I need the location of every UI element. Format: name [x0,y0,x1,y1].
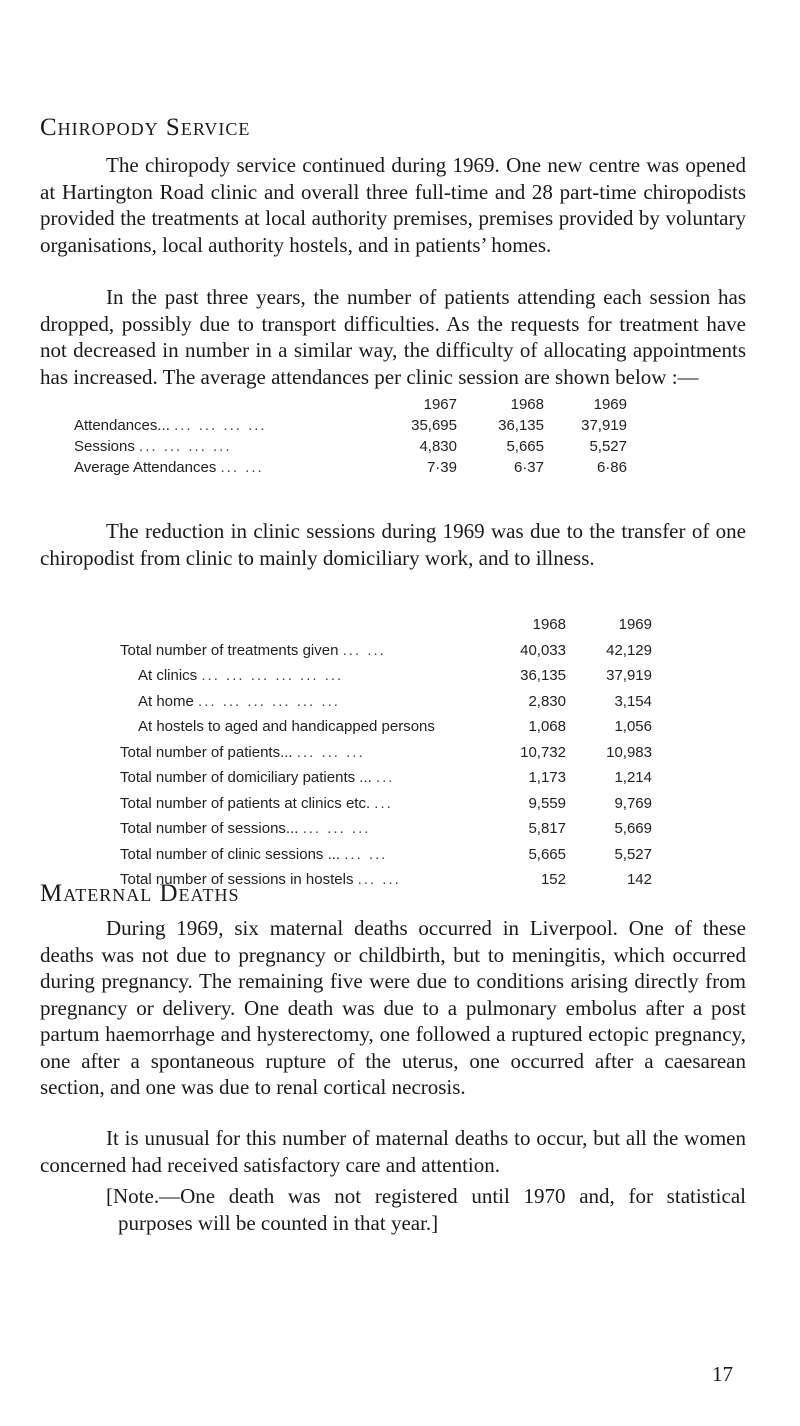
leader-dots: ... ... ... ... [174,417,267,434]
table-cell: 40,033 [520,641,566,659]
row-label: Total number of domiciliary patients ... [120,769,372,787]
table-cell: 5,665 [506,438,544,455]
table-cell: 4,830 [419,438,457,455]
row-label: Total number of treatments given [120,641,339,659]
leader-dots: ... ... ... [302,820,371,838]
row-label: Sessions [74,438,135,455]
row-label-cell [74,415,373,436]
table-cell: 1,056 [614,718,652,736]
row-label-cell [74,457,373,478]
row-label-cell [74,436,373,457]
table-row [120,663,652,689]
row-label-cell [120,638,490,664]
table-cell: 9,769 [614,794,652,812]
year-header: 1967 [423,396,457,413]
table-header-row [120,612,652,638]
table-row [120,740,652,766]
row-label: Total number of sessions in hostels [120,871,354,889]
table-cell: 37,919 [606,667,652,685]
table-row [120,791,652,817]
leader-dots: ... ... [344,845,388,863]
table-cell: 36,135 [498,417,544,434]
paragraph-text: During 1969, six maternal deaths occurred in Liverpool. One of these deaths was not due to pregnancy or childbirth, but to meningitis, which occurred during pregnancy. The remaining five were due to conditions arising directly from pregnancy or delivery. One death was due to a pulmonary embolus after a post partum haemorrhage and hysterectomy, one followed a ruptured ectopic pregnancy, one after a spontaneous rupture of the uterus, one occurred after a caesarean section, and one was due to renal cortical necrosis. [40,916,746,1099]
leader-dots: ... ... ... ... ... ... [201,667,344,685]
table-cell: 5,527 [614,845,652,863]
table-cell: 5,817 [528,820,566,838]
table-cell: 1,173 [528,769,566,787]
table-cell: 7·39 [426,459,457,476]
leader-dots: ... [375,769,395,787]
chiropody-heading: Chiropody Service [40,114,251,141]
paragraph-text: The chiropody service continued during 1969. One new centre was opened at Hartington Road clinic and overall three full-time and 28 part-time chiropodists provided the treatments at local authority premises, premises provided by voluntary organisations, local authority hostels, and in patients’ homes. [40,153,746,257]
year-header: 1968 [510,396,544,413]
maternal-paragraph-2 [40,1125,746,1178]
row-label-cell [120,663,490,689]
leader-dots: ... ... [220,459,264,476]
table-row [120,714,652,740]
table-row [120,638,652,664]
row-label-cell [120,791,490,817]
row-label-cell [120,714,490,740]
year-header: 1969 [593,396,627,413]
table-cell: 5,527 [589,438,627,455]
row-label: Average Attendances [74,459,217,476]
table-header-label [74,394,373,415]
row-label: Total number of clinic sessions ... [120,845,341,863]
row-label-cell [120,816,490,842]
table-cell: 3,154 [614,692,652,710]
row-label: At clinics [138,667,198,685]
leader-dots: ... ... [342,641,386,659]
table-cell: 35,695 [411,417,457,434]
paragraph-text: It is unusual for this number of maternal deaths to occur, but all the women concerned had received satisfactory care and attention. [40,1126,746,1177]
row-label: Total number of sessions... [120,820,299,838]
chiropody-paragraph-3 [40,518,746,571]
table-cell: 42,129 [606,641,652,659]
page-number: 17 [712,1362,733,1386]
table-row [74,457,627,478]
row-label: Attendances... [74,417,170,434]
row-label: Total number of patients at clinics etc. [120,794,371,812]
leader-dots: ... ... ... [296,743,365,761]
table-cell: 6·37 [513,459,544,476]
paragraph-text: In the past three years, the number of patients attending each session has dropped, possibly due to transport difficulties. As the requests for treatment have not decreased in number in a similar way, the difficulty of allocating appointments has increased. The average attendances per clinic session are shown below :— [40,285,746,389]
table-cell: 9,559 [528,794,566,812]
paragraph-text: The reduction in clinic sessions during 1969 was due to the transfer of one chiropodist from clinic to mainly domiciliary work, and to illness. [40,519,746,570]
leader-dots: ... [374,794,393,812]
leader-dots: ... ... [357,871,401,889]
leader-dots: ... ... ... ... [139,438,232,455]
table-header-label [120,612,490,638]
table-cell: 36,135 [520,667,566,685]
table-cell: 10,732 [520,743,566,761]
row-label-cell [120,842,490,868]
row-label-cell [120,765,490,791]
year-header: 1968 [532,616,566,634]
table-cell: 2,830 [528,692,566,710]
table-header-row [74,394,627,415]
treatments-table [120,612,652,893]
table-row [74,436,627,457]
leader-dots: ... ... ... ... ... ... [198,692,340,710]
table-cell: 142 [626,871,652,889]
table-cell: 10,983 [606,743,652,761]
note-text: [Note.—One death was not registered until 1970 and, for statistical purposes will be counted in that year.] [106,1184,746,1235]
maternal-note [106,1183,746,1236]
chiropody-paragraph-2 [40,284,746,390]
chiropody-paragraph-1 [40,152,746,258]
table-cell: 5,665 [528,845,566,863]
table-row [120,765,652,791]
table-cell: 5,669 [614,820,652,838]
table-row [74,415,627,436]
table-cell: 37,919 [581,417,627,434]
table-row [120,689,652,715]
table-cell: 6·86 [596,459,627,476]
row-label: At hostels to aged and handicapped persons [138,718,435,736]
maternal-paragraph-1 [40,915,746,1101]
maternal-deaths-heading: Maternal Deaths [40,880,240,907]
table-row [120,842,652,868]
row-label-cell [120,740,490,766]
year-header: 1969 [618,616,652,634]
attendances-table [74,394,627,478]
row-label-cell [120,689,490,715]
table-cell: 152 [540,871,566,889]
row-label: Total number of patients... [120,743,293,761]
table-cell: 1,068 [528,718,566,736]
table-row [120,816,652,842]
table-cell: 1,214 [614,769,652,787]
row-label: At home [138,692,194,710]
